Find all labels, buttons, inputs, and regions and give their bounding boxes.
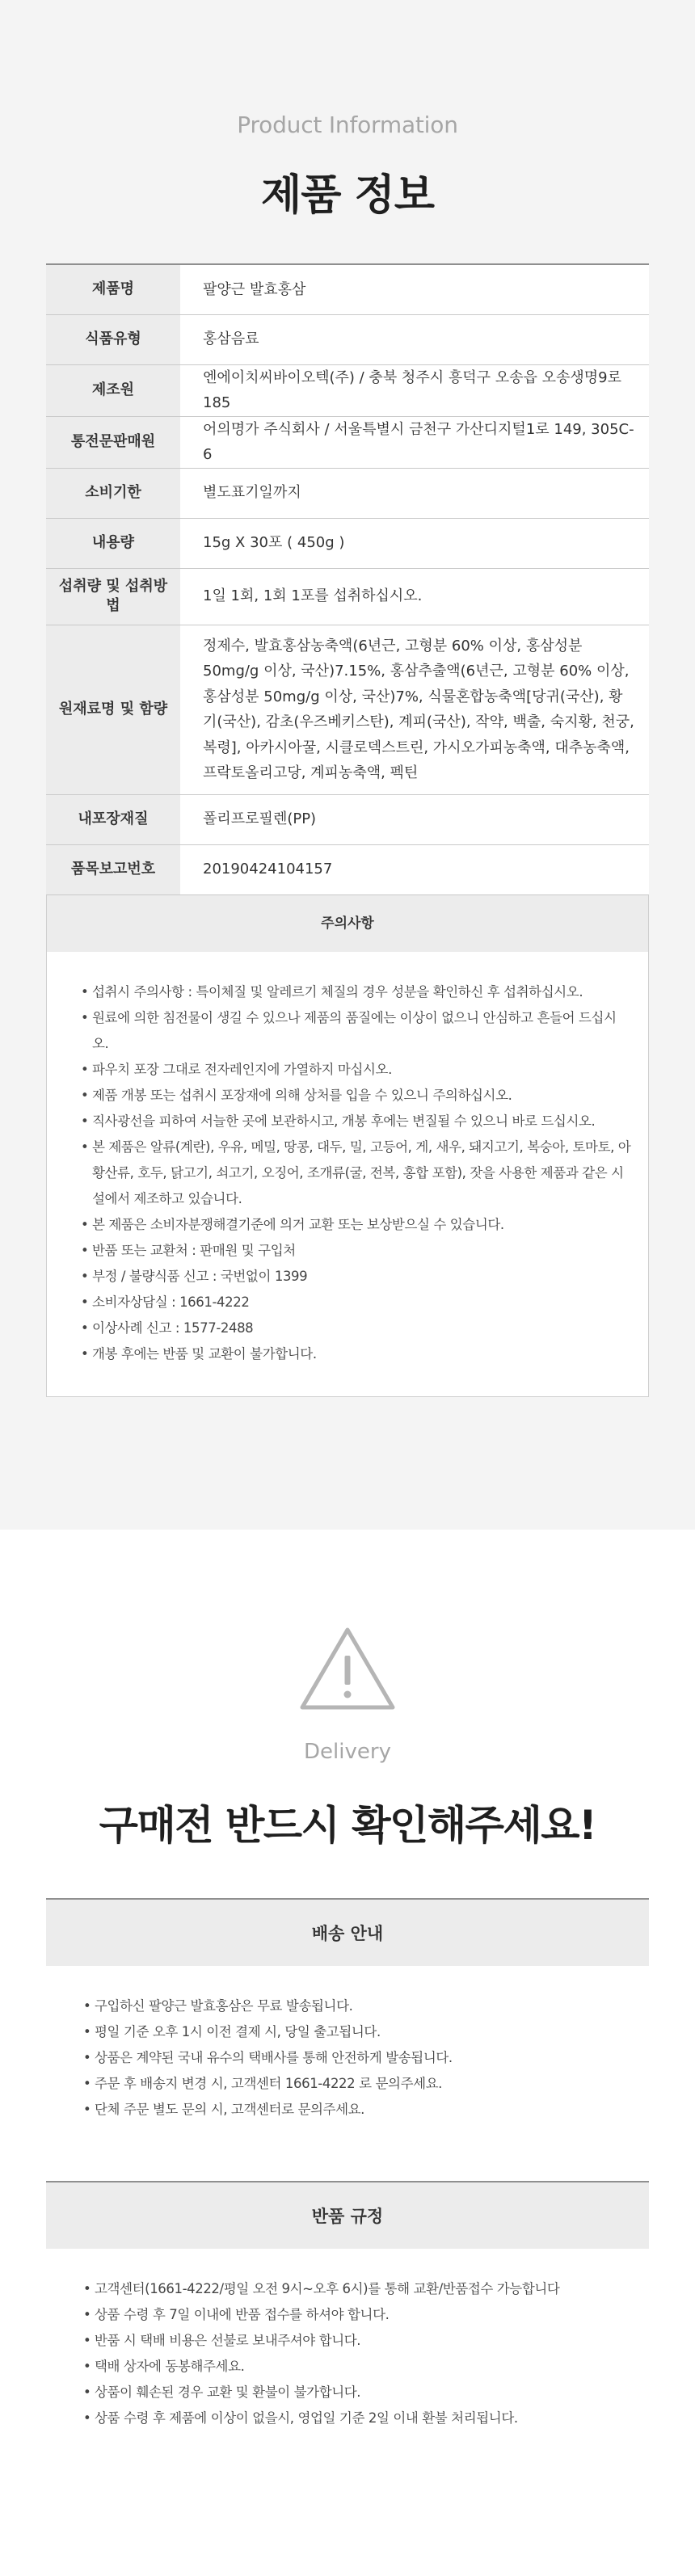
row-value: 정제수, 발효홍삼농축액(6년근, 고형분 60% 이상, 홍삼성분50mg/g 이상, 국산)7.15%, 홍삼추출액(6년근, 고형분 60% 이상, 홍삼성분 50mg/g 이상, 국산)7%, 식물혼합농축액[당귀(국산), 황기(국산), 감초(우즈베키스탄), 계피(국산), 작약, 백출, 숙지황, 천궁, 복령], 아카시아꿀, 시클로덱스트린, 가시오가피농축액, 대추농축액, 프락토올리고당, 계피농축액, 펙틴: [180, 625, 649, 794]
list-item: • 직사광선을 피하여 서늘한 곳에 보관하시고, 개봉 후에는 변질될 수 있으니 바로 드십시오.: [81, 1109, 632, 1134]
shipping-heading: 배송 안내: [46, 1898, 649, 1966]
row-label: 품목보고번호: [46, 844, 180, 894]
list-item: • 상품이 훼손된 경우 교환 및 환불이 불가합니다.: [83, 2380, 649, 2406]
list-item: • 섭취시 주의사항 : 특이체질 및 알레르기 체질의 경우 성분을 확인하신 후 섭취하십시오.: [81, 979, 632, 1005]
list-item: • 상품은 계약된 국내 유수의 택배사를 통해 안전하게 발송됩니다.: [83, 2045, 649, 2071]
row-label: 식품유형: [46, 314, 180, 364]
list-item: • 단체 주문 별도 문의 시, 고객센터로 문의주세요.: [83, 2097, 649, 2123]
list-item: • 제품 개봉 또는 섭취시 포장재에 의해 상처를 입을 수 있으니 주의하십시오.: [81, 1083, 632, 1109]
table-row: [46, 844, 649, 894]
caution-list: [47, 952, 648, 1396]
table-row: [46, 568, 649, 625]
caution-box: [46, 895, 649, 1397]
delivery-section: [0, 1530, 695, 2431]
row-value: 어의명가 주식회사 / 서울특별시 금천구 가산디지털1로 149, 305C-6: [180, 416, 649, 468]
table-row: [46, 468, 649, 518]
delivery-subtitle: Delivery: [304, 1740, 391, 1764]
product-info-subtitle: Product Information: [237, 112, 458, 138]
list-item: • 평일 기준 오후 1시 이전 결제 시, 당일 출고됩니다.: [83, 2019, 649, 2045]
row-value: 홍삼음료: [180, 314, 649, 364]
shipping-notice: [46, 1898, 649, 2123]
list-item: • 상품 수령 후 제품에 이상이 없을시, 영업일 기준 2일 이내 환불 처리됩니다.: [83, 2406, 649, 2431]
list-item: • 부정 / 불량식품 신고 : 국번없이 1399: [81, 1264, 632, 1290]
table-row: [46, 416, 649, 468]
returns-notice: [46, 2181, 649, 2431]
delivery-title: 구매전 반드시 확인해주세요!: [99, 1802, 596, 1849]
row-value: 팔양근 발효홍삼: [180, 264, 649, 314]
row-label: 내포장재질: [46, 794, 180, 844]
returns-list: [46, 2249, 649, 2431]
row-label: 내용량: [46, 518, 180, 568]
table-row: [46, 364, 649, 416]
list-item: • 고객센터(1661-4222/평일 오전 9시~오후 6시)를 통해 교환/반품접수 가능합니다: [83, 2276, 649, 2302]
shipping-list: [46, 1966, 649, 2123]
product-info-title: 제품 정보: [260, 171, 435, 220]
row-label: 원재료명 및 함량: [46, 625, 180, 794]
table-row: [46, 794, 649, 844]
list-item: • 택배 상자에 동봉해주세요.: [83, 2354, 649, 2380]
row-value: 15g X 30포 ( 450g ): [180, 518, 649, 568]
row-value: 별도표기일까지: [180, 468, 649, 518]
row-label: 제조원: [46, 364, 180, 416]
row-value: 폴리프로필렌(PP): [180, 794, 649, 844]
caution-heading: 주의사항: [47, 895, 648, 952]
list-item: • 구입하신 팔양근 발효홍삼은 무료 발송됩니다.: [83, 1993, 649, 2019]
list-item: • 본 제품은 알류(계란), 우유, 메밀, 땅콩, 대두, 밀, 고등어, 게, 새우, 돼지고기, 복숭아, 토마토, 아황산류, 호두, 닭고기, 쇠고기, 오징어, 조개류(굴, 전복, 홍합 포함), 잣을 사용한 제품과 같은 시설에서 제조하고 있습니다.: [81, 1134, 632, 1212]
list-item: • 상품 수령 후 7일 이내에 반품 접수를 하셔야 합니다.: [83, 2302, 649, 2328]
list-item: • 주문 후 배송지 변경 시, 고객센터 1661-4222 로 문의주세요.: [83, 2071, 649, 2097]
row-label: 섭취량 및 섭취방법: [46, 568, 180, 625]
table-row: [46, 314, 649, 364]
list-item: • 파우치 포장 그대로 전자레인지에 가열하지 마십시오.: [81, 1057, 632, 1083]
table-row: [46, 264, 649, 314]
warning-triangle-icon: [297, 1625, 398, 1712]
list-item: • 소비자상담실 : 1661-4222: [81, 1290, 632, 1315]
row-label: 제품명: [46, 264, 180, 314]
list-item: • 반품 또는 교환처 : 판매원 및 구입처: [81, 1238, 632, 1264]
row-label: 소비기한: [46, 468, 180, 518]
table-row: [46, 518, 649, 568]
list-item: • 개봉 후에는 반품 및 교환이 불가합니다.: [81, 1341, 632, 1367]
list-item: • 본 제품은 소비자분쟁해결기준에 의거 교환 또는 보상받으실 수 있습니다.: [81, 1212, 632, 1238]
list-item: • 반품 시 택배 비용은 선불로 보내주셔야 합니다.: [83, 2328, 649, 2354]
list-item: • 이상사례 신고 : 1577-2488: [81, 1315, 632, 1341]
table-row: [46, 625, 649, 794]
product-info-table: [46, 263, 649, 895]
row-label: 통전문판매원: [46, 416, 180, 468]
row-value: 엔에이치씨바이오텍(주) / 충북 청주시 흥덕구 오송읍 오송생명9로 185: [180, 364, 649, 416]
row-value: 1일 1회, 1회 1포를 섭취하십시오.: [180, 568, 649, 625]
list-item: • 원료에 의한 침전물이 생길 수 있으나 제품의 품질에는 이상이 없으니 안심하고 흔들어 드십시오.: [81, 1005, 632, 1057]
returns-heading: 반품 규정: [46, 2181, 649, 2249]
row-value: 20190424104157: [180, 844, 649, 894]
